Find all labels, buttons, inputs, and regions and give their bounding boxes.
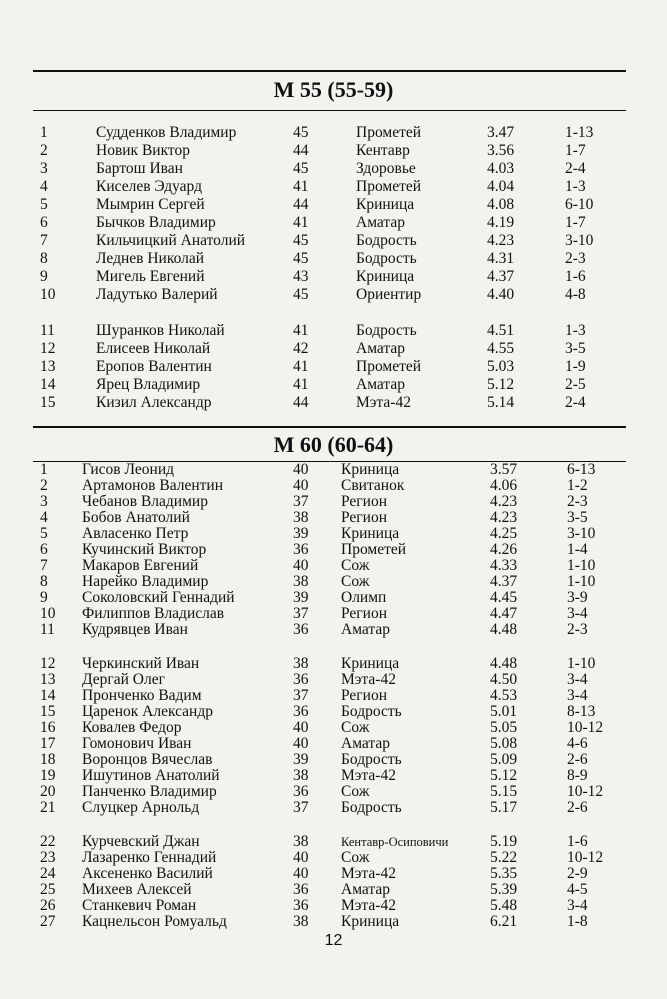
top-rule <box>33 70 626 72</box>
birth-year: 41 <box>293 358 309 375</box>
row-number: 16 <box>40 719 56 736</box>
row-number: 25 <box>40 881 56 898</box>
birth-year: 38 <box>293 913 309 930</box>
athlete-name: Бартош Иван <box>96 160 183 177</box>
birth-year: 40 <box>293 865 309 882</box>
class-range: 3-10 <box>567 525 596 542</box>
club-name: Криница <box>341 655 400 672</box>
birth-year: 44 <box>293 394 309 411</box>
athlete-name: Кильчицкий Анатолий <box>96 232 246 249</box>
club-name: Мэта-42 <box>341 865 396 882</box>
class-range: 2-9 <box>567 865 588 882</box>
athlete-name: Еропов Валентин <box>96 358 212 375</box>
table-row <box>0 178 667 196</box>
athlete-name: Артамонов Валентин <box>82 477 224 494</box>
row-number: 12 <box>40 340 56 357</box>
birth-year: 36 <box>293 621 309 638</box>
table-row <box>0 322 667 340</box>
club-name: Регион <box>341 493 387 510</box>
athlete-name: Кудрявцев Иван <box>82 621 188 638</box>
result-time: 4.23 <box>490 493 518 510</box>
athlete-name: Судденков Владимир <box>96 124 237 141</box>
table-row <box>0 142 667 160</box>
result-time: 4.55 <box>487 340 515 357</box>
athlete-name: Аксененко Василий <box>82 865 213 882</box>
result-time: 4.51 <box>487 322 515 339</box>
row-number: 22 <box>40 833 56 850</box>
class-range: 10-12 <box>567 849 604 866</box>
birth-year: 38 <box>293 833 309 850</box>
class-range: 3-4 <box>567 671 588 688</box>
club-name: Бодрость <box>356 322 417 339</box>
result-time: 4.26 <box>490 541 518 558</box>
club-name: Сож <box>341 557 370 574</box>
result-time: 4.23 <box>487 232 515 249</box>
row-number: 19 <box>40 767 56 784</box>
club-name: Мэта-42 <box>341 897 396 914</box>
row-number: 12 <box>40 655 56 672</box>
athlete-name: Черкинский Иван <box>82 655 200 672</box>
club-name: Олимп <box>341 589 387 606</box>
page-number: 12 <box>324 932 343 949</box>
birth-year: 38 <box>293 509 309 526</box>
class-range: 8-13 <box>567 703 596 720</box>
class-range: 1-6 <box>565 268 586 285</box>
athlete-name: Кизил Александр <box>96 394 212 411</box>
row-number: 2 <box>40 477 48 494</box>
club-name: Кентавр <box>356 142 410 159</box>
table-row <box>0 250 667 268</box>
class-range: 2-4 <box>565 394 586 411</box>
birth-year: 40 <box>293 735 309 752</box>
club-name: Бодрость <box>356 250 417 267</box>
birth-year: 45 <box>293 160 309 177</box>
club-name: Сож <box>341 719 370 736</box>
class-range: 6-13 <box>567 461 596 478</box>
row-number: 5 <box>40 196 48 213</box>
row-number: 2 <box>40 142 48 159</box>
athlete-name: Ишутинов Анатолий <box>82 767 220 784</box>
birth-year: 41 <box>293 322 309 339</box>
class-range: 2-3 <box>567 493 588 510</box>
birth-year: 45 <box>293 250 309 267</box>
result-time: 4.33 <box>490 557 518 574</box>
athlete-name: Станкевич Роман <box>82 897 197 914</box>
class-range: 4-6 <box>567 735 588 752</box>
birth-year: 36 <box>293 671 309 688</box>
row-number: 15 <box>40 703 56 720</box>
club-name: Мэта-42 <box>341 767 396 784</box>
club-name: Прометей <box>356 178 422 195</box>
club-name: Сож <box>341 573 370 590</box>
result-time: 5.22 <box>490 849 518 866</box>
row-number: 18 <box>40 751 56 768</box>
class-range: 1-7 <box>565 142 586 159</box>
result-time: 3.47 <box>487 124 515 141</box>
athlete-name: Кацнельсон Ромуальд <box>82 913 227 930</box>
class-range: 10-12 <box>567 783 604 800</box>
athlete-name: Панченко Владимир <box>82 783 217 800</box>
table-row <box>0 268 667 286</box>
result-time: 4.25 <box>490 525 518 542</box>
section-title-m55: М 55 (55-59) <box>273 77 394 102</box>
athlete-name: Нарейко Владимир <box>82 573 209 590</box>
class-range: 1-10 <box>567 573 596 590</box>
class-range: 3-4 <box>567 687 588 704</box>
athlete-name: Макаров Евгений <box>82 557 199 574</box>
class-range: 1-7 <box>565 214 586 231</box>
club-name: Свитанок <box>341 477 405 494</box>
table-row <box>0 232 667 250</box>
class-range: 1-8 <box>567 913 588 930</box>
birth-year: 38 <box>293 767 309 784</box>
club-name: Кентавр-Осиповичи <box>341 835 449 849</box>
club-name: Аматар <box>341 881 390 898</box>
class-range: 3-4 <box>567 897 588 914</box>
athlete-name: Леднев Николай <box>96 250 205 267</box>
row-number: 1 <box>40 124 48 141</box>
class-range: 1-3 <box>565 178 586 195</box>
result-time: 4.40 <box>487 286 515 303</box>
club-name: Бодрость <box>356 232 417 249</box>
club-name: Бодрость <box>341 799 402 816</box>
row-number: 20 <box>40 783 56 800</box>
club-name: Здоровье <box>356 160 416 177</box>
athlete-name: Мигель Евгений <box>96 268 205 285</box>
birth-year: 36 <box>293 897 309 914</box>
table-row <box>0 286 667 304</box>
result-time: 4.06 <box>490 477 518 494</box>
result-time: 4.45 <box>490 589 518 606</box>
club-name: Сож <box>341 849 370 866</box>
row-number: 26 <box>40 897 56 914</box>
birth-year: 37 <box>293 799 309 816</box>
result-time: 4.04 <box>487 178 515 195</box>
birth-year: 41 <box>293 214 309 231</box>
club-name: Криница <box>341 525 400 542</box>
row-number: 9 <box>40 268 48 285</box>
birth-year: 42 <box>293 340 309 357</box>
result-time: 5.12 <box>490 767 518 784</box>
athlete-name: Ковалев Федор <box>82 719 182 736</box>
result-time: 4.23 <box>490 509 518 526</box>
athlete-name: Слуцкер Арнольд <box>82 799 200 816</box>
athlete-name: Царенок Александр <box>82 703 213 720</box>
athlete-name: Мымрин Сергей <box>96 196 205 213</box>
row-number: 11 <box>40 322 55 339</box>
class-range: 1-13 <box>565 124 594 141</box>
class-range: 4-5 <box>567 881 588 898</box>
table-row <box>0 358 667 376</box>
row-number: 14 <box>40 376 56 393</box>
result-time: 5.14 <box>487 394 515 411</box>
birth-year: 37 <box>293 605 309 622</box>
class-range: 1-10 <box>567 557 596 574</box>
athlete-name: Гомонович Иван <box>82 735 192 752</box>
result-time: 5.15 <box>490 783 518 800</box>
class-range: 3-5 <box>565 340 586 357</box>
athlete-name: Киселев Эдуард <box>96 178 202 195</box>
birth-year: 39 <box>293 751 309 768</box>
class-range: 3-9 <box>567 589 588 606</box>
result-time: 5.01 <box>490 703 518 720</box>
row-number: 7 <box>40 232 48 249</box>
row-number: 4 <box>40 509 48 526</box>
athlete-name: Гисов Леонид <box>82 461 175 478</box>
club-name: Аматар <box>356 340 405 357</box>
result-time: 5.19 <box>490 833 518 850</box>
result-time: 4.37 <box>487 268 515 285</box>
class-range: 1-3 <box>565 322 586 339</box>
result-time: 5.09 <box>490 751 518 768</box>
row-number: 3 <box>40 160 48 177</box>
club-name: Аматар <box>356 376 405 393</box>
class-range: 2-3 <box>565 250 586 267</box>
result-time: 4.48 <box>490 655 518 672</box>
class-range: 2-6 <box>567 799 588 816</box>
row-number: 15 <box>40 394 56 411</box>
birth-year: 40 <box>293 849 309 866</box>
row-number: 4 <box>40 178 48 195</box>
row-number: 5 <box>40 525 48 542</box>
birth-year: 44 <box>293 142 309 159</box>
table-row <box>0 340 667 358</box>
table-row <box>0 214 667 232</box>
birth-year: 38 <box>293 573 309 590</box>
club-name: Регион <box>341 605 387 622</box>
athlete-name: Ярец Владимир <box>96 376 201 393</box>
section-rule-m55 <box>33 110 626 111</box>
club-name: Прометей <box>356 358 422 375</box>
row-number: 27 <box>40 913 56 930</box>
result-time: 4.53 <box>490 687 518 704</box>
birth-year: 45 <box>293 286 309 303</box>
birth-year: 40 <box>293 477 309 494</box>
result-time: 4.31 <box>487 250 515 267</box>
result-time: 5.35 <box>490 865 518 882</box>
result-time: 3.57 <box>490 461 518 478</box>
row-number: 24 <box>40 865 56 882</box>
club-name: Прометей <box>341 541 407 558</box>
result-time: 5.48 <box>490 897 518 914</box>
athlete-name: Бычков Владимир <box>96 214 216 231</box>
class-range: 1-9 <box>565 358 586 375</box>
class-range: 10-12 <box>567 719 604 736</box>
birth-year: 45 <box>293 124 309 141</box>
table-row <box>0 394 667 412</box>
birth-year: 40 <box>293 461 309 478</box>
row-number: 21 <box>40 799 56 816</box>
section-divider <box>33 426 626 428</box>
result-time: 4.50 <box>490 671 518 688</box>
club-name: Прометей <box>356 124 422 141</box>
result-time: 4.37 <box>490 573 518 590</box>
birth-year: 44 <box>293 196 309 213</box>
birth-year: 40 <box>293 719 309 736</box>
club-name: Аматар <box>356 214 405 231</box>
result-time: 4.48 <box>490 621 518 638</box>
birth-year: 41 <box>293 376 309 393</box>
class-range: 2-4 <box>565 160 586 177</box>
class-range: 4-8 <box>565 286 586 303</box>
birth-year: 36 <box>293 783 309 800</box>
class-range: 1-6 <box>567 833 588 850</box>
row-number: 23 <box>40 849 56 866</box>
athlete-name: Воронцов Вячеслав <box>82 751 213 768</box>
row-number: 6 <box>40 214 48 231</box>
row-number: 1 <box>40 461 48 478</box>
athlete-name: Бобов Анатолий <box>82 509 190 526</box>
class-range: 3-4 <box>567 605 588 622</box>
club-name: Ориентир <box>356 286 422 303</box>
club-name: Бодрость <box>341 751 402 768</box>
class-range: 2-3 <box>567 621 588 638</box>
class-range: 2-6 <box>567 751 588 768</box>
club-name: Криница <box>341 913 400 930</box>
athlete-name: Кучинский Виктор <box>82 541 207 558</box>
row-number: 3 <box>40 493 48 510</box>
row-number: 8 <box>40 573 48 590</box>
row-number: 14 <box>40 687 56 704</box>
club-name: Криница <box>341 461 400 478</box>
result-time: 5.05 <box>490 719 518 736</box>
birth-year: 38 <box>293 655 309 672</box>
row-number: 13 <box>40 671 56 688</box>
athlete-name: Елисеев Николай <box>96 340 211 357</box>
birth-year: 39 <box>293 589 309 606</box>
athlete-name: Филиппов Владислав <box>82 605 225 622</box>
birth-year: 40 <box>293 557 309 574</box>
result-time: 5.17 <box>490 799 518 816</box>
table-row <box>0 621 667 639</box>
athlete-name: Пронченко Вадим <box>82 687 202 704</box>
club-name: Мэта-42 <box>356 394 411 411</box>
birth-year: 45 <box>293 232 309 249</box>
birth-year: 41 <box>293 178 309 195</box>
birth-year: 37 <box>293 493 309 510</box>
table-row <box>0 799 667 817</box>
row-number: 6 <box>40 541 48 558</box>
athlete-name: Дергай Олег <box>82 671 165 688</box>
club-name: Регион <box>341 509 387 526</box>
result-time: 6.21 <box>490 913 518 930</box>
athlete-name: Михеев Алексей <box>82 881 192 898</box>
club-name: Аматар <box>341 735 390 752</box>
athlete-name: Соколовский Геннадий <box>82 589 235 606</box>
class-range: 8-9 <box>567 767 588 784</box>
row-number: 11 <box>40 621 55 638</box>
result-time: 5.12 <box>487 376 515 393</box>
club-name: Регион <box>341 687 387 704</box>
row-number: 10 <box>40 286 56 303</box>
row-number: 8 <box>40 250 48 267</box>
club-name: Мэта-42 <box>341 671 396 688</box>
row-number: 13 <box>40 358 56 375</box>
club-name: Аматар <box>341 621 390 638</box>
result-time: 4.03 <box>487 160 515 177</box>
row-number: 17 <box>40 735 56 752</box>
club-name: Криница <box>356 268 415 285</box>
birth-year: 43 <box>293 268 309 285</box>
birth-year: 39 <box>293 525 309 542</box>
athlete-name: Авласенко Петр <box>82 525 189 542</box>
table-row <box>0 124 667 142</box>
class-range: 6-10 <box>565 196 594 213</box>
result-time: 4.08 <box>487 196 515 213</box>
table-row <box>0 376 667 394</box>
row-number: 10 <box>40 605 56 622</box>
birth-year: 37 <box>293 687 309 704</box>
club-name: Криница <box>356 196 415 213</box>
athlete-name: Новик Виктор <box>96 142 190 159</box>
class-range: 3-10 <box>565 232 594 249</box>
row-number: 7 <box>40 557 48 574</box>
result-time: 3.56 <box>487 142 515 159</box>
result-time: 4.19 <box>487 214 515 231</box>
athlete-name: Лазаренко Геннадий <box>82 849 217 866</box>
birth-year: 36 <box>293 541 309 558</box>
birth-year: 36 <box>293 881 309 898</box>
athlete-name: Чебанов Владимир <box>82 493 208 510</box>
class-range: 3-5 <box>567 509 588 526</box>
class-range: 1-4 <box>567 541 588 558</box>
birth-year: 36 <box>293 703 309 720</box>
result-time: 5.03 <box>487 358 515 375</box>
athlete-name: Ладутько Валерий <box>96 286 218 303</box>
result-time: 4.47 <box>490 605 518 622</box>
section-title-m60: М 60 (60-64) <box>273 432 394 457</box>
result-time: 5.08 <box>490 735 518 752</box>
table-row <box>0 913 667 931</box>
athlete-name: Шуранков Николай <box>96 322 225 339</box>
row-number: 9 <box>40 589 48 606</box>
club-name: Сож <box>341 783 370 800</box>
table-row <box>0 160 667 178</box>
athlete-name: Курчевский Джан <box>82 833 200 850</box>
table-row <box>0 196 667 214</box>
class-range: 1-2 <box>567 477 588 494</box>
result-time: 5.39 <box>490 881 518 898</box>
class-range: 1-10 <box>567 655 596 672</box>
class-range: 2-5 <box>565 376 586 393</box>
club-name: Бодрость <box>341 703 402 720</box>
